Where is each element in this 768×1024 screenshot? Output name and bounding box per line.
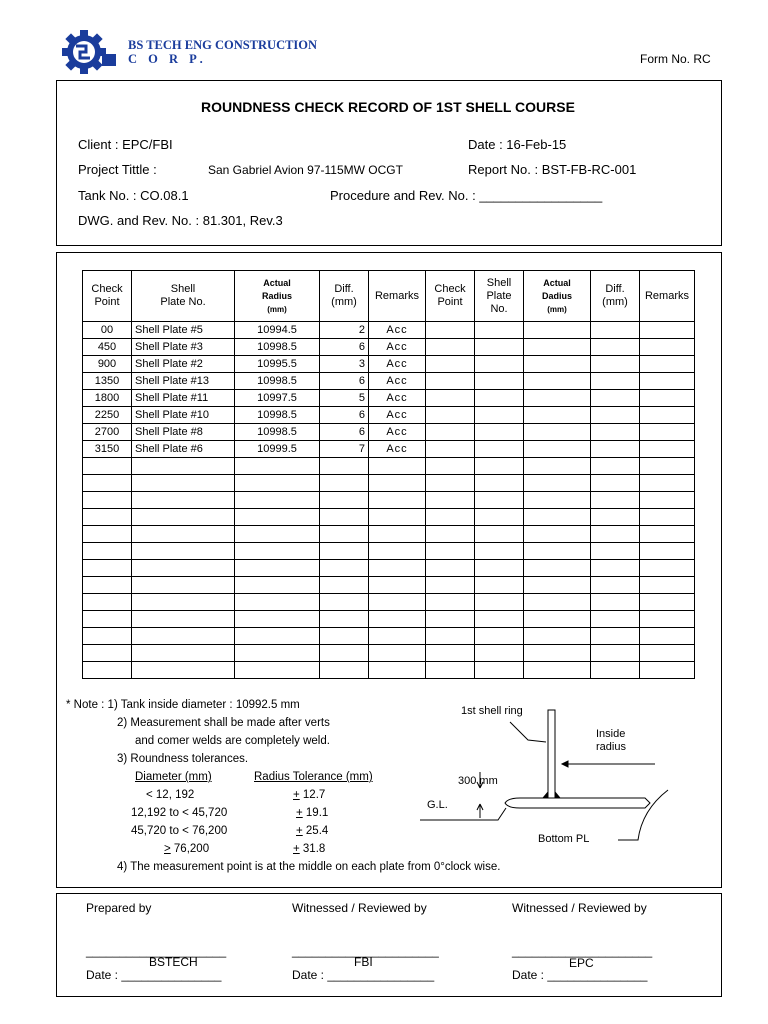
cell-empty: [640, 560, 695, 577]
cell-empty: [640, 390, 695, 407]
cell-empty: [132, 645, 235, 662]
company-name: [128, 38, 317, 66]
cell-empty: [640, 458, 695, 475]
tol-diameter-4: > 76,200: [164, 843, 210, 855]
col-shell-plate: Shell Plate No.: [132, 271, 235, 322]
witnessed-epc-label: Witnessed / Reviewed by: [512, 901, 647, 915]
cell-empty: [83, 526, 132, 543]
cell-empty: [132, 628, 235, 645]
cell-actual-radius: 10998.5: [235, 407, 320, 424]
cell-shell-plate: Shell Plate #10: [132, 407, 235, 424]
cell-empty: [369, 509, 426, 526]
table-row: [83, 322, 695, 339]
cell-remarks: Acc: [369, 390, 426, 407]
report-no-field: Report No. : BST-FB-RC-001: [468, 162, 637, 177]
cell-empty: [475, 356, 524, 373]
cell-empty: [369, 577, 426, 594]
cell-empty: [320, 645, 369, 662]
cell-empty: [524, 390, 591, 407]
tol-radius-1: + 12.7: [293, 789, 326, 801]
cell-empty: [426, 390, 475, 407]
cell-check-point: 1350: [83, 373, 132, 390]
project-title-label: Project Tittle :: [78, 162, 157, 177]
cell-empty: [524, 543, 591, 560]
cell-empty: [235, 560, 320, 577]
cell-empty: [83, 611, 132, 628]
cell-empty: [369, 543, 426, 560]
cell-empty: [475, 322, 524, 339]
cell-shell-plate: Shell Plate #8: [132, 424, 235, 441]
col-diff-2: Diff. (mm): [591, 271, 640, 322]
cell-empty: [475, 645, 524, 662]
cell-remarks: Acc: [369, 424, 426, 441]
cell-empty: [640, 424, 695, 441]
cell-empty: [591, 611, 640, 628]
cell-empty: [524, 339, 591, 356]
cell-check-point: 3150: [83, 441, 132, 458]
cell-empty: [591, 492, 640, 509]
table-row: [83, 577, 695, 594]
cell-diff: 6: [320, 339, 369, 356]
cell-actual-radius: 10999.5: [235, 441, 320, 458]
weld-marks: [543, 792, 560, 798]
form-number: Form No. RC: [640, 52, 711, 66]
cell-empty: [132, 543, 235, 560]
procedure-field: Procedure and Rev. No. : _________________: [330, 188, 603, 203]
shell-ring-plate: [548, 710, 555, 798]
cell-empty: [83, 577, 132, 594]
cell-empty: [524, 373, 591, 390]
cell-remarks: Acc: [369, 373, 426, 390]
cell-empty: [591, 424, 640, 441]
cell-empty: [591, 339, 640, 356]
cell-empty: [132, 458, 235, 475]
cell-empty: [83, 628, 132, 645]
cell-diff: 2: [320, 322, 369, 339]
cell-empty: [320, 577, 369, 594]
cell-shell-plate: Shell Plate #6: [132, 441, 235, 458]
cell-check-point: 00: [83, 322, 132, 339]
cell-empty: [320, 509, 369, 526]
table-row: [83, 441, 695, 458]
cell-empty: [591, 628, 640, 645]
cell-empty: [640, 492, 695, 509]
table-row: [83, 662, 695, 679]
cell-empty: [235, 543, 320, 560]
date-field: Date : 16-Feb-15: [468, 137, 567, 152]
signature-line-fbi: ______________________: [292, 944, 439, 958]
cell-empty: [426, 458, 475, 475]
cell-empty: [524, 322, 591, 339]
table-row: [83, 458, 695, 475]
cell-empty: [524, 407, 591, 424]
cell-empty: [591, 356, 640, 373]
diagram-radius-label: radius: [596, 741, 626, 753]
cell-empty: [591, 509, 640, 526]
cell-empty: [591, 662, 640, 679]
org-bstech: BSTECH: [149, 955, 198, 969]
tol-diameter-2: 12,192 to < 45,720: [131, 807, 228, 819]
cell-empty: [640, 594, 695, 611]
cell-empty: [475, 407, 524, 424]
cell-empty: [426, 662, 475, 679]
col-actual-dadius-2: Actual Dadius (mm): [524, 271, 591, 322]
col-check-point-2: Check Point: [426, 271, 475, 322]
date-fbi: Date : ________________: [292, 968, 435, 982]
cell-empty: [132, 560, 235, 577]
diagram-bottom-pl-label: Bottom PL: [538, 833, 590, 845]
cell-shell-plate: Shell Plate #3: [132, 339, 235, 356]
shell-ring-leader: [510, 722, 546, 742]
cell-empty: [426, 611, 475, 628]
note-1: * Note : 1) Tank inside diameter : 10992.5 mm: [66, 699, 300, 711]
cell-empty: [320, 628, 369, 645]
cell-diff: 6: [320, 407, 369, 424]
org-fbi: FBI: [354, 955, 373, 969]
cell-empty: [640, 577, 695, 594]
col-check-point: Check Point: [83, 271, 132, 322]
client-field: Client : EPC/FBI: [78, 137, 173, 152]
cell-empty: [369, 662, 426, 679]
table-row: [83, 390, 695, 407]
cell-empty: [591, 475, 640, 492]
cell-empty: [426, 407, 475, 424]
cell-empty: [83, 645, 132, 662]
cell-check-point: 900: [83, 356, 132, 373]
tol-diameter-1: < 12, 192: [146, 789, 195, 801]
cell-empty: [591, 441, 640, 458]
cell-empty: [475, 492, 524, 509]
cell-empty: [320, 492, 369, 509]
tol-diameter-3: 45,720 to < 76,200: [131, 825, 228, 837]
cell-empty: [591, 560, 640, 577]
cell-empty: [235, 509, 320, 526]
cell-empty: [524, 560, 591, 577]
signature-line-bstech: _____________________: [86, 944, 227, 958]
cell-empty: [426, 509, 475, 526]
cell-empty: [524, 611, 591, 628]
cell-empty: [369, 628, 426, 645]
cell-empty: [83, 662, 132, 679]
cell-empty: [524, 526, 591, 543]
cell-empty: [640, 373, 695, 390]
table-row: [83, 509, 695, 526]
witnessed-fbi-label: Witnessed / Reviewed by: [292, 901, 427, 915]
roundness-table: [82, 270, 695, 679]
cell-empty: [132, 526, 235, 543]
cell-empty: [83, 509, 132, 526]
cell-empty: [475, 611, 524, 628]
cell-empty: [426, 526, 475, 543]
cell-empty: [475, 509, 524, 526]
cell-actual-radius: 10998.5: [235, 424, 320, 441]
cell-remarks: Acc: [369, 441, 426, 458]
cell-actual-radius: 10998.5: [235, 339, 320, 356]
cell-empty: [235, 594, 320, 611]
cell-empty: [640, 475, 695, 492]
cell-shell-plate: Shell Plate #13: [132, 373, 235, 390]
cell-empty: [524, 577, 591, 594]
cell-empty: [524, 645, 591, 662]
cell-empty: [235, 475, 320, 492]
gear-logo-icon: [58, 28, 120, 76]
bottom-plate: [505, 798, 650, 808]
cell-diff: 3: [320, 356, 369, 373]
cell-empty: [475, 424, 524, 441]
cell-empty: [426, 441, 475, 458]
cell-check-point: 450: [83, 339, 132, 356]
date-bstech: Date : _______________: [86, 968, 222, 982]
cell-empty: [475, 526, 524, 543]
cell-diff: 6: [320, 373, 369, 390]
cell-empty: [640, 628, 695, 645]
cell-actual-radius: 10995.5: [235, 356, 320, 373]
cell-remarks: Acc: [369, 322, 426, 339]
col-actual-radius: Actual Radius (mm): [235, 271, 320, 322]
note-2b: and comer welds are completely weld.: [135, 735, 330, 747]
cell-check-point: 2700: [83, 424, 132, 441]
diagram-gl-label: G.L.: [427, 799, 448, 811]
cell-empty: [640, 645, 695, 662]
cell-empty: [83, 458, 132, 475]
cell-empty: [475, 577, 524, 594]
cell-empty: [320, 475, 369, 492]
cell-empty: [475, 662, 524, 679]
cell-empty: [83, 543, 132, 560]
page-title: ROUNDNESS CHECK RECORD OF 1ST SHELL COURSE: [201, 99, 575, 115]
cell-empty: [320, 594, 369, 611]
cell-empty: [132, 492, 235, 509]
cell-empty: [591, 407, 640, 424]
cell-empty: [591, 322, 640, 339]
table-row: [83, 407, 695, 424]
cell-empty: [426, 373, 475, 390]
cell-empty: [235, 577, 320, 594]
cell-empty: [235, 458, 320, 475]
cell-empty: [591, 577, 640, 594]
cell-empty: [235, 645, 320, 662]
table-row: [83, 339, 695, 356]
cell-remarks: Acc: [369, 407, 426, 424]
cell-check-point: 1800: [83, 390, 132, 407]
cell-empty: [524, 628, 591, 645]
cell-empty: [524, 424, 591, 441]
cell-empty: [426, 543, 475, 560]
table-header-row: [83, 271, 695, 322]
cell-empty: [475, 475, 524, 492]
cell-empty: [524, 458, 591, 475]
cell-empty: [640, 322, 695, 339]
cell-empty: [475, 373, 524, 390]
prepared-by-label: Prepared by: [86, 901, 152, 915]
cell-empty: [640, 407, 695, 424]
cell-empty: [320, 543, 369, 560]
cell-empty: [132, 594, 235, 611]
table-row: [83, 543, 695, 560]
cell-empty: [640, 356, 695, 373]
cell-empty: [591, 645, 640, 662]
cell-remarks: Acc: [369, 356, 426, 373]
cell-shell-plate: Shell Plate #2: [132, 356, 235, 373]
cell-empty: [369, 560, 426, 577]
table-row: [83, 492, 695, 509]
cell-empty: [475, 543, 524, 560]
cell-shell-plate: Shell Plate #11: [132, 390, 235, 407]
table-row: [83, 526, 695, 543]
cell-empty: [235, 611, 320, 628]
cell-empty: [369, 594, 426, 611]
cell-empty: [640, 441, 695, 458]
cell-empty: [475, 560, 524, 577]
cell-empty: [83, 594, 132, 611]
cell-empty: [524, 356, 591, 373]
table-row: [83, 424, 695, 441]
cell-empty: [369, 645, 426, 662]
cell-empty: [475, 628, 524, 645]
cell-empty: [83, 560, 132, 577]
note-4: 4) The measurement point is at the middle on each plate from 0°clock wise.: [117, 861, 501, 873]
cell-empty: [369, 526, 426, 543]
cell-empty: [475, 339, 524, 356]
cell-empty: [426, 628, 475, 645]
cell-empty: [591, 543, 640, 560]
tol-radius-2: + 19.1: [296, 807, 329, 819]
col-diff: Diff. (mm): [320, 271, 369, 322]
cell-empty: [235, 526, 320, 543]
col-shell-plate-2: Shell Plate No.: [475, 271, 524, 322]
cell-empty: [640, 662, 695, 679]
tolerance-radius-header: Radius Tolerance (mm): [254, 771, 373, 783]
cell-empty: [426, 560, 475, 577]
tol-radius-4: + 31.8: [293, 843, 326, 855]
cell-empty: [320, 526, 369, 543]
cell-empty: [475, 441, 524, 458]
cell-empty: [369, 492, 426, 509]
project-title-value: San Gabriel Avion 97-115MW OCGT: [208, 163, 403, 177]
cell-empty: [369, 458, 426, 475]
cell-empty: [320, 611, 369, 628]
cell-empty: [132, 509, 235, 526]
col-remarks-2: Remarks: [640, 271, 695, 322]
cell-empty: [426, 492, 475, 509]
cell-empty: [132, 475, 235, 492]
table-row: [83, 628, 695, 645]
org-epc: EPC: [569, 956, 594, 970]
cell-actual-radius: 10994.5: [235, 322, 320, 339]
cell-empty: [591, 373, 640, 390]
date-epc: Date : _______________: [512, 968, 648, 982]
cell-empty: [524, 492, 591, 509]
diagram-inside-label: Inside: [596, 728, 626, 740]
cell-empty: [369, 475, 426, 492]
tol-radius-3: + 25.4: [296, 825, 329, 837]
tolerance-diameter-header: Diameter (mm): [135, 771, 212, 783]
table-row: [83, 356, 695, 373]
cell-empty: [426, 322, 475, 339]
cell-empty: [475, 390, 524, 407]
col-remarks: Remarks: [369, 271, 426, 322]
cell-empty: [132, 611, 235, 628]
cell-diff: 6: [320, 424, 369, 441]
cell-empty: [524, 441, 591, 458]
cell-empty: [235, 662, 320, 679]
cell-empty: [475, 594, 524, 611]
table-row: [83, 560, 695, 577]
cell-empty: [369, 611, 426, 628]
dwg-field: DWG. and Rev. No. : 81.301, Rev.3: [78, 213, 283, 228]
cell-empty: [591, 458, 640, 475]
table-row: [83, 475, 695, 492]
table-row: [83, 645, 695, 662]
cell-empty: [426, 645, 475, 662]
cell-empty: [524, 662, 591, 679]
note-2a: 2) Measurement shall be made after verts: [117, 717, 330, 729]
cell-empty: [640, 543, 695, 560]
diagram-shell-ring-label: 1st shell ring: [461, 705, 523, 717]
cell-empty: [132, 577, 235, 594]
cell-empty: [640, 339, 695, 356]
cell-empty: [83, 475, 132, 492]
cell-empty: [524, 509, 591, 526]
cell-empty: [524, 594, 591, 611]
cell-empty: [475, 458, 524, 475]
tank-no-field: Tank No. : CO.08.1: [78, 188, 189, 203]
table-row: [83, 594, 695, 611]
cell-diff: 7: [320, 441, 369, 458]
note-3: 3) Roundness tolerances.: [117, 753, 249, 765]
cell-empty: [235, 628, 320, 645]
cell-check-point: 2250: [83, 407, 132, 424]
cell-remarks: Acc: [369, 339, 426, 356]
cell-empty: [591, 390, 640, 407]
company-line2: C O R P.: [128, 52, 207, 66]
cell-empty: [524, 475, 591, 492]
cell-empty: [320, 458, 369, 475]
cell-empty: [320, 662, 369, 679]
cell-empty: [235, 492, 320, 509]
cell-empty: [426, 339, 475, 356]
table-row: [83, 373, 695, 390]
cell-diff: 5: [320, 390, 369, 407]
header-box: [56, 80, 722, 246]
cell-empty: [591, 594, 640, 611]
cell-empty: [426, 594, 475, 611]
cell-empty: [320, 560, 369, 577]
cell-empty: [426, 356, 475, 373]
cell-empty: [591, 526, 640, 543]
cell-actual-radius: 10997.5: [235, 390, 320, 407]
cell-shell-plate: Shell Plate #5: [132, 322, 235, 339]
company-line1: BS TECH ENG CONSTRUCTION: [128, 38, 318, 52]
cell-empty: [640, 611, 695, 628]
cell-empty: [426, 577, 475, 594]
table-row: [83, 611, 695, 628]
cell-actual-radius: 10998.5: [235, 373, 320, 390]
cell-empty: [132, 662, 235, 679]
cell-empty: [426, 475, 475, 492]
cell-empty: [640, 526, 695, 543]
cell-empty: [426, 424, 475, 441]
signature-line-epc: _____________________: [512, 944, 653, 958]
cell-empty: [640, 509, 695, 526]
diagram-height-label: 300 mm: [458, 775, 498, 787]
cell-empty: [83, 492, 132, 509]
